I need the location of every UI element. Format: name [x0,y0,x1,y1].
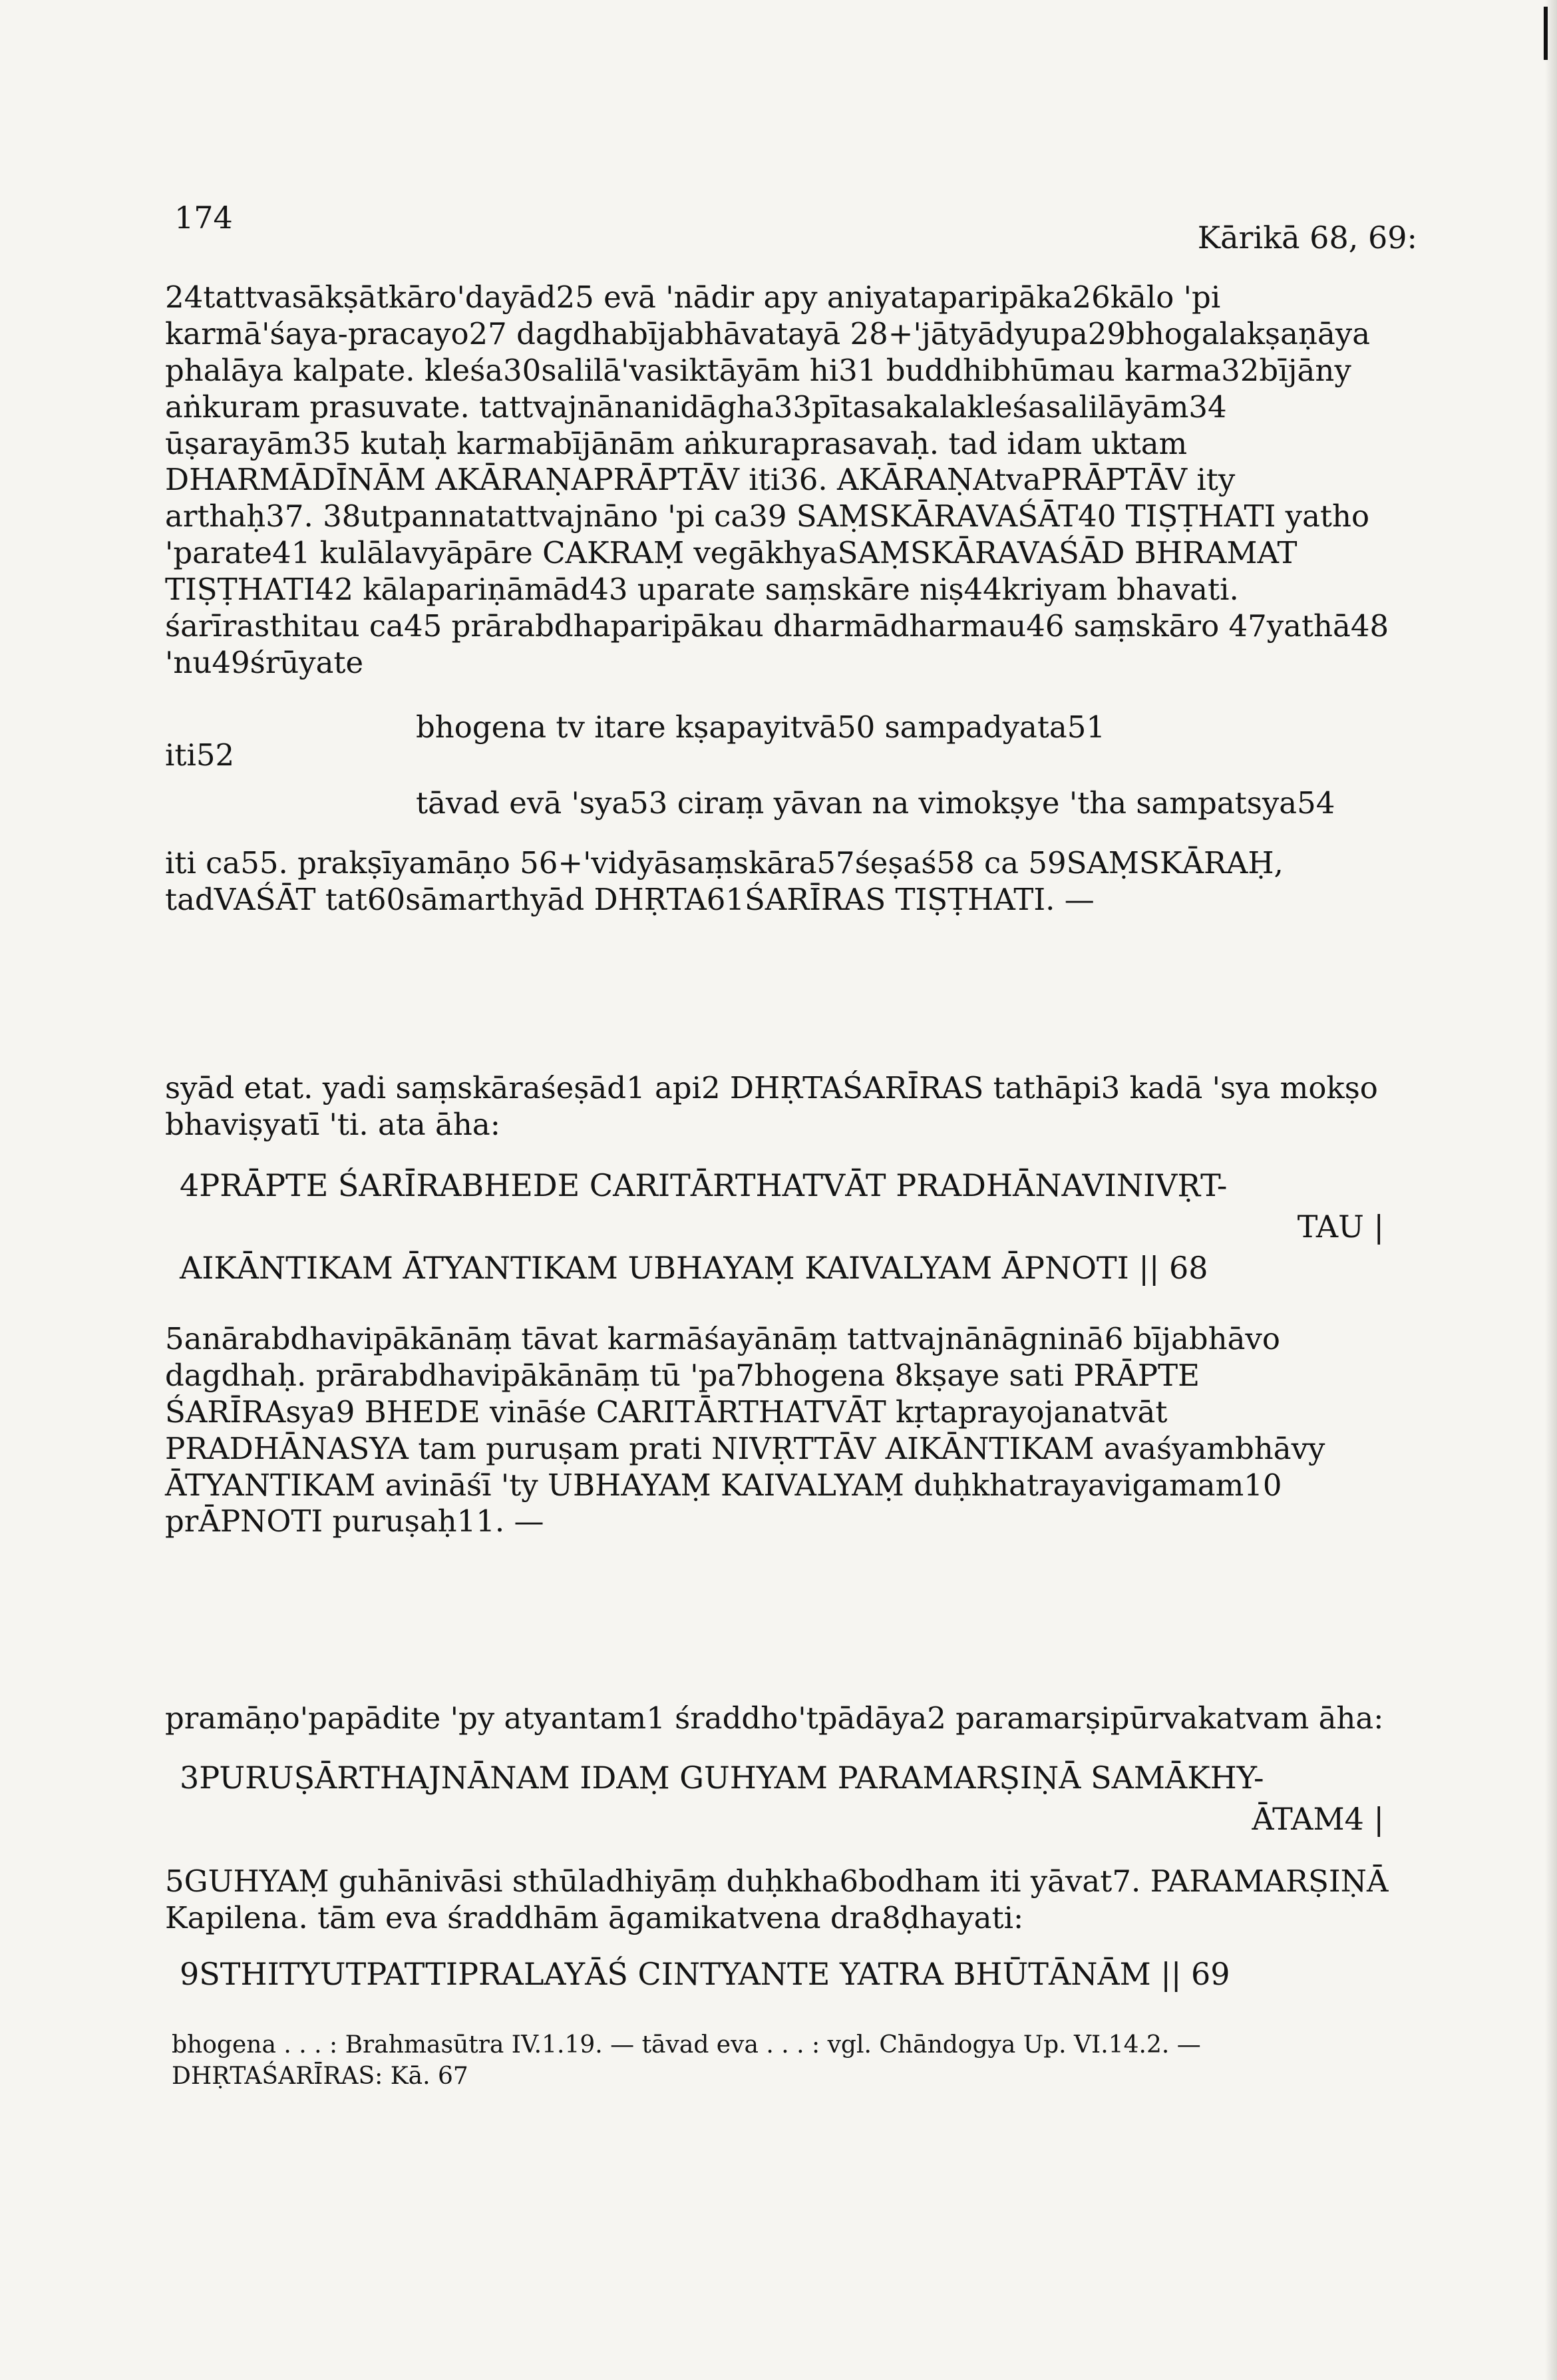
commentary-block-1 [165,280,1389,682]
commentary-block-3 [165,1070,1389,1143]
quote-line-2: tāvad evā 'sya53 ciraṃ yāvan na vimokṣye 'tha sampatsya54 [416,785,1335,821]
page-number: 174 [174,200,233,236]
verse-68 [180,1165,1384,1289]
commentary-paragraph-6: 5GUHYAṂ guhānivāsi sthūladhiyāṃ duḥkha6bodham iti yāvat7. PARAMARṢIṆĀ Kapilena. tām eva śraddhām āgamikatvena dra8ḍhayati: [165,1864,1389,1935]
footnote-line-1: bhogena . . . : Brahmasūtra IV.1.19. — tāvad eva . . . : vgl. Chāndogya Up. VI.14.2. — [172,2031,1201,2059]
running-head: Kārikā 68, 69: [1197,220,1417,256]
quote-line-1: bhogena tv itare kṣapayitvā50 sampadyata51 [416,709,1105,745]
commentary-paragraph-1: 24tattvasākṣātkāro'dayād25 evā 'nādir apy aniyataparipāka26kālo 'pi karmā'śaya-pracayo27 dagdhabījabhāvatayā 28+'jātyādyupa29bhogalakṣaṇāya phalāya kalpate. kleśa30salilā'vasiktāyām hi31 buddhibhūmau karma32bījāny aṅkuram prasuvate. tattvajnānanidāgha33pītasakalakleśasalilāyām34 ūṣarayām35 kutaḥ karmabījānām aṅkuraprasavaḥ. tad idam uktam DHARMĀDĪNĀM AKĀRAṆAPRĀPTĀV iti36. AKĀRAṆAtvaPRĀPTĀV ity arthaḥ37. 38utpannatattvajnāno 'pi ca39 SAṂSKĀRAVAŚĀT40 TIṢṬHATI yatho 'parate41 kulālavyāpāre CAKRAṂ vegākhyaSAṂSKĀRAVAŚĀD BHRAMAT TIṢṬHATI42 kālapariṇāmād43 uparate saṃskāre niṣ44kriyam bhavati. śarīrasthitau ca45 prārabdhaparipākau dharmādharmau46 saṃskāro 47yathā48 'nu49śrūyate [165,280,1389,680]
verse-68-line-1b: TAU | [1297,1209,1384,1245]
verse-69b-line: 9STHITYUTPATTIPRALAYĀŚ CINTYANTE YATRA BHŪTĀNĀM || 69 [180,1956,1230,1992]
commentary-paragraph-2: iti ca55. prakṣīyamāṇo 56+'vidyāsaṃskāra57śeṣaś58 ca 59SAṂSKĀRAḤ, tadVAŚĀT tat60sāmarthyād DHṚTA61ŚARĪRAS TIṢṬHATI. — [165,845,1284,917]
commentary-block-2 [165,845,1389,918]
verse-68-line-2: AIKĀNTIKAM ĀTYANTIKAM UBHAYAṂ KAIVALYAM ĀPNOTI || 68 [180,1250,1208,1287]
commentary-block-6 [165,1864,1389,1937]
footnote-line-2: DHṚTAŚARĪRAS: Kā. 67 [172,2062,468,2090]
commentary-paragraph-4: 5anārabdhavipākānāṃ tāvat karmāśayānāṃ tattvajnānāgninā6 bījabhāvo dagdhaḥ. prārabdhavipākānāṃ tū 'pa7bhogena 8kṣaye sati PRĀPTE ŚARĪRAsya9 BHEDE vināśe CARITĀRTHATVĀT kṛtaprayojanatvāt PRADHĀNASYA tam puruṣam prati NIVṚTTĀV AIKĀNTIKAM avaśyambhāvy ĀTYANTIKAM avināśī 'ty UBHAYAṂ KAIVALYAṂ duḥkhatrayavigamam10 prĀPNOTI puruṣaḥ11. — [165,1321,1325,1539]
scan-edge [1545,0,1557,2380]
commentary-block-4 [165,1321,1389,1540]
commentary-block-5 [165,1700,1389,1737]
commentary-paragraph-5: pramāṇo'papādite 'py atyantam1 śraddho'tpādāya2 paramarṣipūrvakatvam āha: [165,1700,1384,1736]
verse-69a-line-1: 3PURUṢĀRTHAJNĀNAM IDAṂ GUHYAM PARAMARṢIṆĀ SAMĀKHY- [180,1760,1264,1796]
verse-69a [180,1757,1384,1840]
verse-69a-line-1b: ĀTAM4 | [1252,1801,1384,1838]
scan-mark [1544,7,1548,60]
footnotes [172,2030,1376,2092]
verse-69b [180,1953,1384,1995]
quote-iti: iti52 [165,737,235,773]
commentary-paragraph-3: syād etat. yadi saṃskāraśeṣād1 api2 DHṚTAŚARĪRAS tathāpi3 kadā 'sya mokṣo bhaviṣyatī 'ti. ata āha: [165,1070,1378,1142]
verse-68-line-1: 4PRĀPTE ŚARĪRABHEDE CARITĀRTHATVĀT PRADHĀNAVINIVṚT- [180,1167,1228,1203]
